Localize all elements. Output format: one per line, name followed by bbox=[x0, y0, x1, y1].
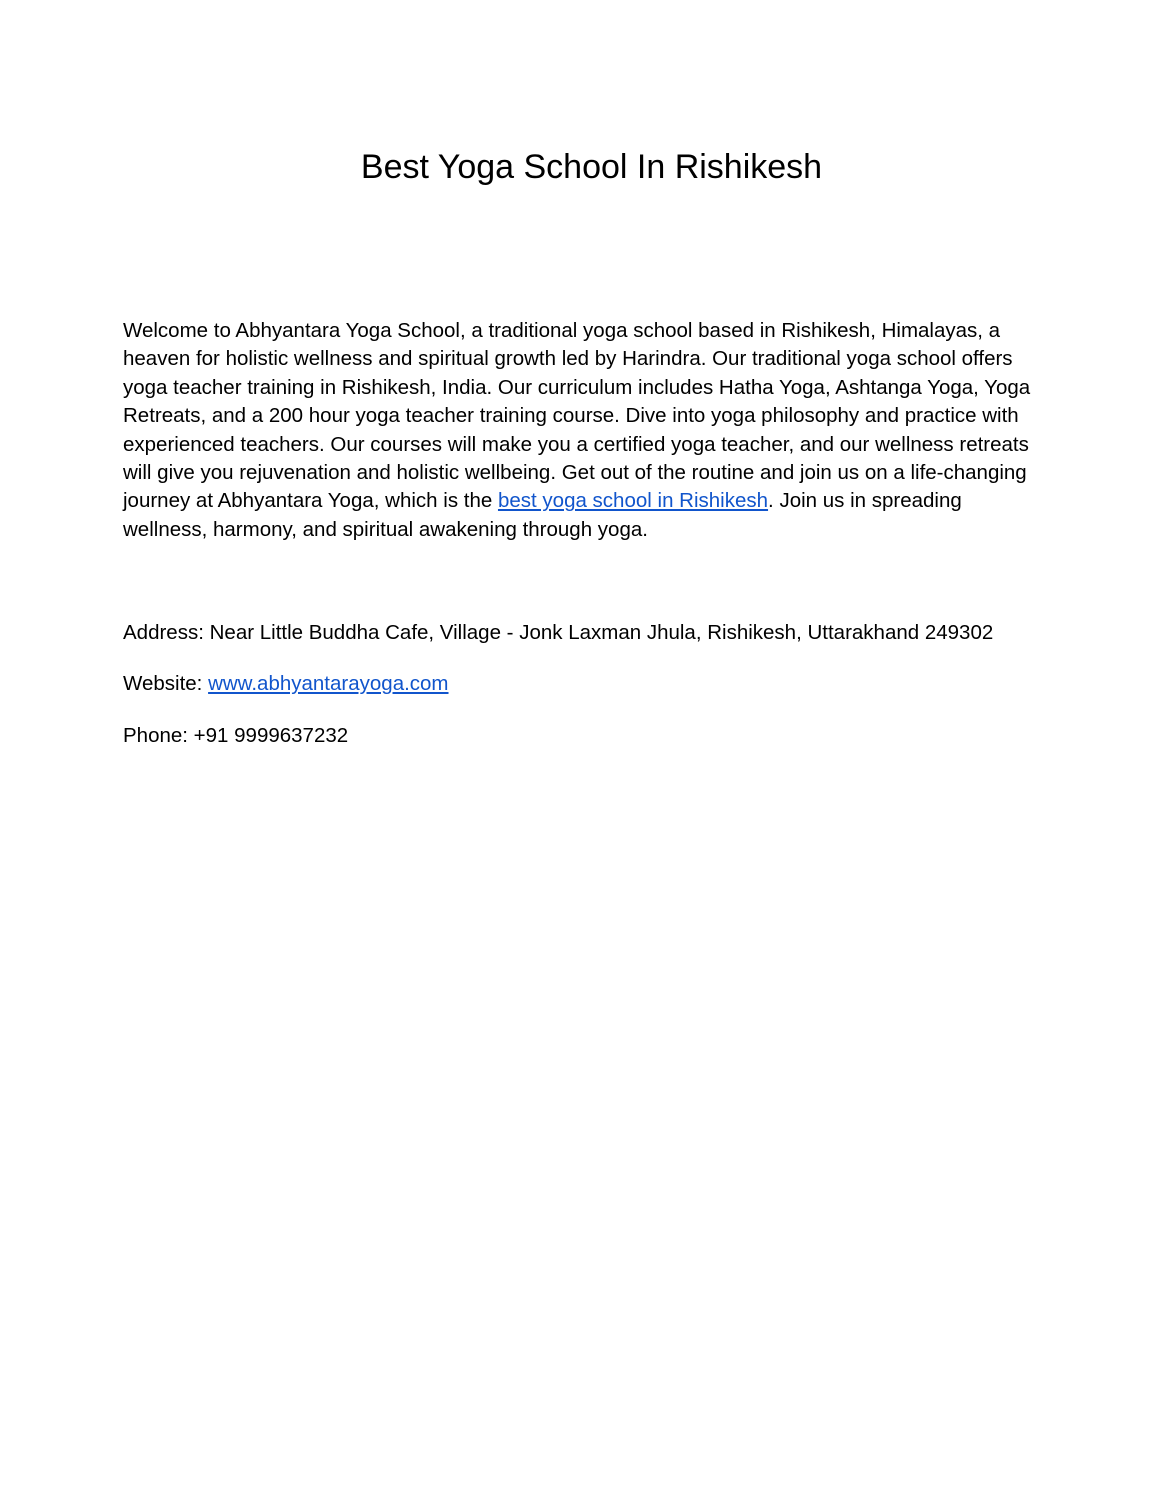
website-label: Website: bbox=[123, 672, 209, 695]
address-value: Near Little Buddha Cafe, Village - Jonk Laxman Jhula, Rishikesh, Uttarakhand 249302 bbox=[209, 621, 994, 644]
best-yoga-school-link[interactable]: best yoga school in Rishikesh bbox=[497, 489, 769, 513]
page-title: Best Yoga School In Rishikesh bbox=[360, 148, 823, 186]
address-label: Address: bbox=[123, 621, 210, 644]
website-line bbox=[123, 670, 449, 698]
website-link[interactable]: www.abhyantarayoga.com bbox=[208, 672, 449, 695]
intro-text-after-link: . Join us in spreading wellness, harmony, and spiritual awakening through yoga. bbox=[123, 489, 962, 541]
phone-value: +91 9999637232 bbox=[193, 724, 349, 747]
phone-line bbox=[123, 722, 348, 750]
phone-label: Phone: bbox=[123, 724, 194, 747]
address-line bbox=[123, 619, 993, 647]
intro-text-before-link: Welcome to Abhyantara Yoga School, a traditional yoga school based in Rishikesh, Himalayas, a heaven for holistic wellness and spiritual growth led by Harindra. Our traditional yoga school offers yoga teacher training in Rishikesh, India. Our curriculum includes Hatha Yoga, Ashtanga Yoga, Yoga Retreats, and a 200 hour yoga teacher training course. Dive into yoga philosophy and practice with experienced teachers. Our courses will make you a certified yoga teacher, and our wellness retreats will give you rejuvenation and holistic wellbeing. Get out of the routine and join us on a life-changing journey at Abhyantara Yoga, which is the bbox=[123, 319, 1031, 513]
intro-paragraph bbox=[123, 317, 1038, 544]
